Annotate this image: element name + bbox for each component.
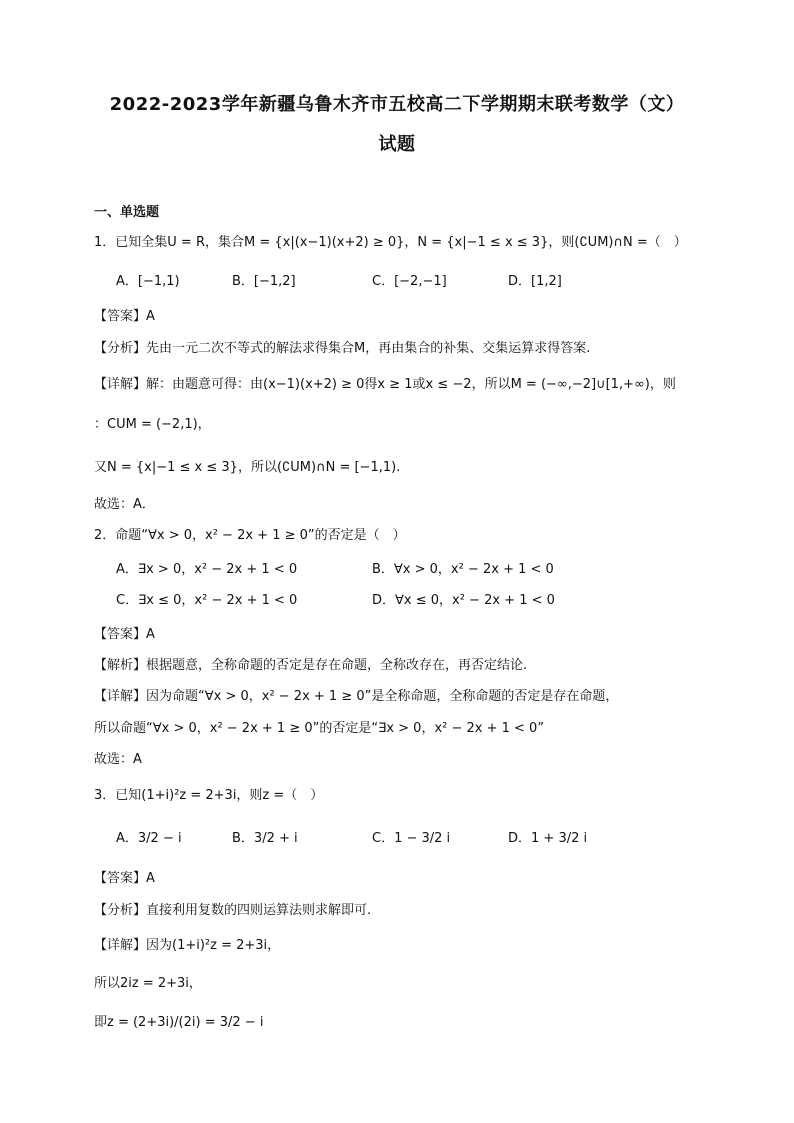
q2-option-d: D．∀x ≤ 0，x² − 2x + 1 < 0: [372, 593, 555, 608]
document-title-line1: 2022-2023学年新疆乌鲁木齐市五校高二下学期期末联考数学（文）: [109, 94, 685, 115]
q2-option-b: B．∀x > 0，x² − 2x + 1 < 0: [372, 562, 554, 577]
q3-answer: 【答案】A: [94, 871, 155, 886]
q1-analysis: 【分析】先由一元二次不等式的解法求得集合M，再由集合的补集、交集运算求得答案.: [94, 341, 591, 356]
q1-option-a: A．[−1,1): [116, 274, 180, 289]
q2-stem: 2．命题“∀x > 0，x² − 2x + 1 ≥ 0”的否定是（ ）: [94, 528, 406, 543]
q1-option-d: D．[1,2]: [508, 274, 562, 289]
q2-detail-line1: 【详解】因为命题“∀x > 0，x² − 2x + 1 ≥ 0”是全称命题，全称命题的否定是存在命题，: [94, 689, 619, 704]
q3-detail-line3: 即z = (2+3i)/(2i) = 3/2 − i: [94, 1015, 264, 1030]
q3-detail-line2: 所以2iz = 2+3i，: [94, 976, 202, 991]
q1-choose: 故选：A．: [94, 497, 155, 512]
q3-option-d: D．1 + 3/2 i: [508, 831, 588, 846]
q1-detail-line2: ：CUM = (−2,1)，: [94, 417, 211, 432]
q3-detail-line1: 【详解】因为(1+i)²z = 2+3i，: [94, 938, 281, 953]
q1-detail-line3: 又N = {x|−1 ≤ x ≤ 3}，所以(∁UM)∩N = [−1,1).: [94, 460, 401, 475]
document-title-line2: 试题: [378, 134, 416, 155]
q1-option-b: B．[−1,2]: [232, 274, 296, 289]
q3-option-a: A．3/2 − i: [116, 831, 182, 846]
q3-analysis: 【分析】直接利用复数的四则运算法则求解即可.: [94, 903, 372, 918]
section-heading: 一、单选题: [94, 205, 160, 220]
q3-option-c: C．1 − 3/2 i: [372, 831, 451, 846]
q2-analysis: 【解析】根据题意，全称命题的否定是存在命题，全称改存在，再否定结论.: [94, 658, 528, 673]
q2-answer: 【答案】A: [94, 627, 155, 642]
q2-option-c: C．∃x ≤ 0，x² − 2x + 1 < 0: [116, 593, 298, 608]
q1-answer: 【答案】A: [94, 309, 155, 324]
q2-detail-line2: 所以命题“∀x > 0，x² − 2x + 1 ≥ 0”的否定是“∃x > 0，x² − 2x + 1 < 0”: [94, 721, 545, 736]
q3-option-b: B．3/2 + i: [232, 831, 298, 846]
q2-choose: 故选：A: [94, 752, 142, 767]
q1-option-c: C．[−2,−1]: [372, 274, 447, 289]
q2-option-a: A．∃x > 0，x² − 2x + 1 < 0: [116, 562, 298, 577]
q3-stem: 3．已知(1+i)²z = 2+3i，则z =（ ）: [94, 788, 324, 803]
q1-detail-line1: 【详解】解：由题意可得：由(x−1)(x+2) ≥ 0得x ≥ 1或x ≤ −2，所以M = (−∞,−2]∪[1,+∞)，则: [94, 377, 676, 392]
q1-stem: 1．已知全集U = R，集合M = {x|(x−1)(x+2) ≥ 0}，N = {x|−1 ≤ x ≤ 3}，则(∁UM)∩N =（ ）: [94, 235, 687, 250]
